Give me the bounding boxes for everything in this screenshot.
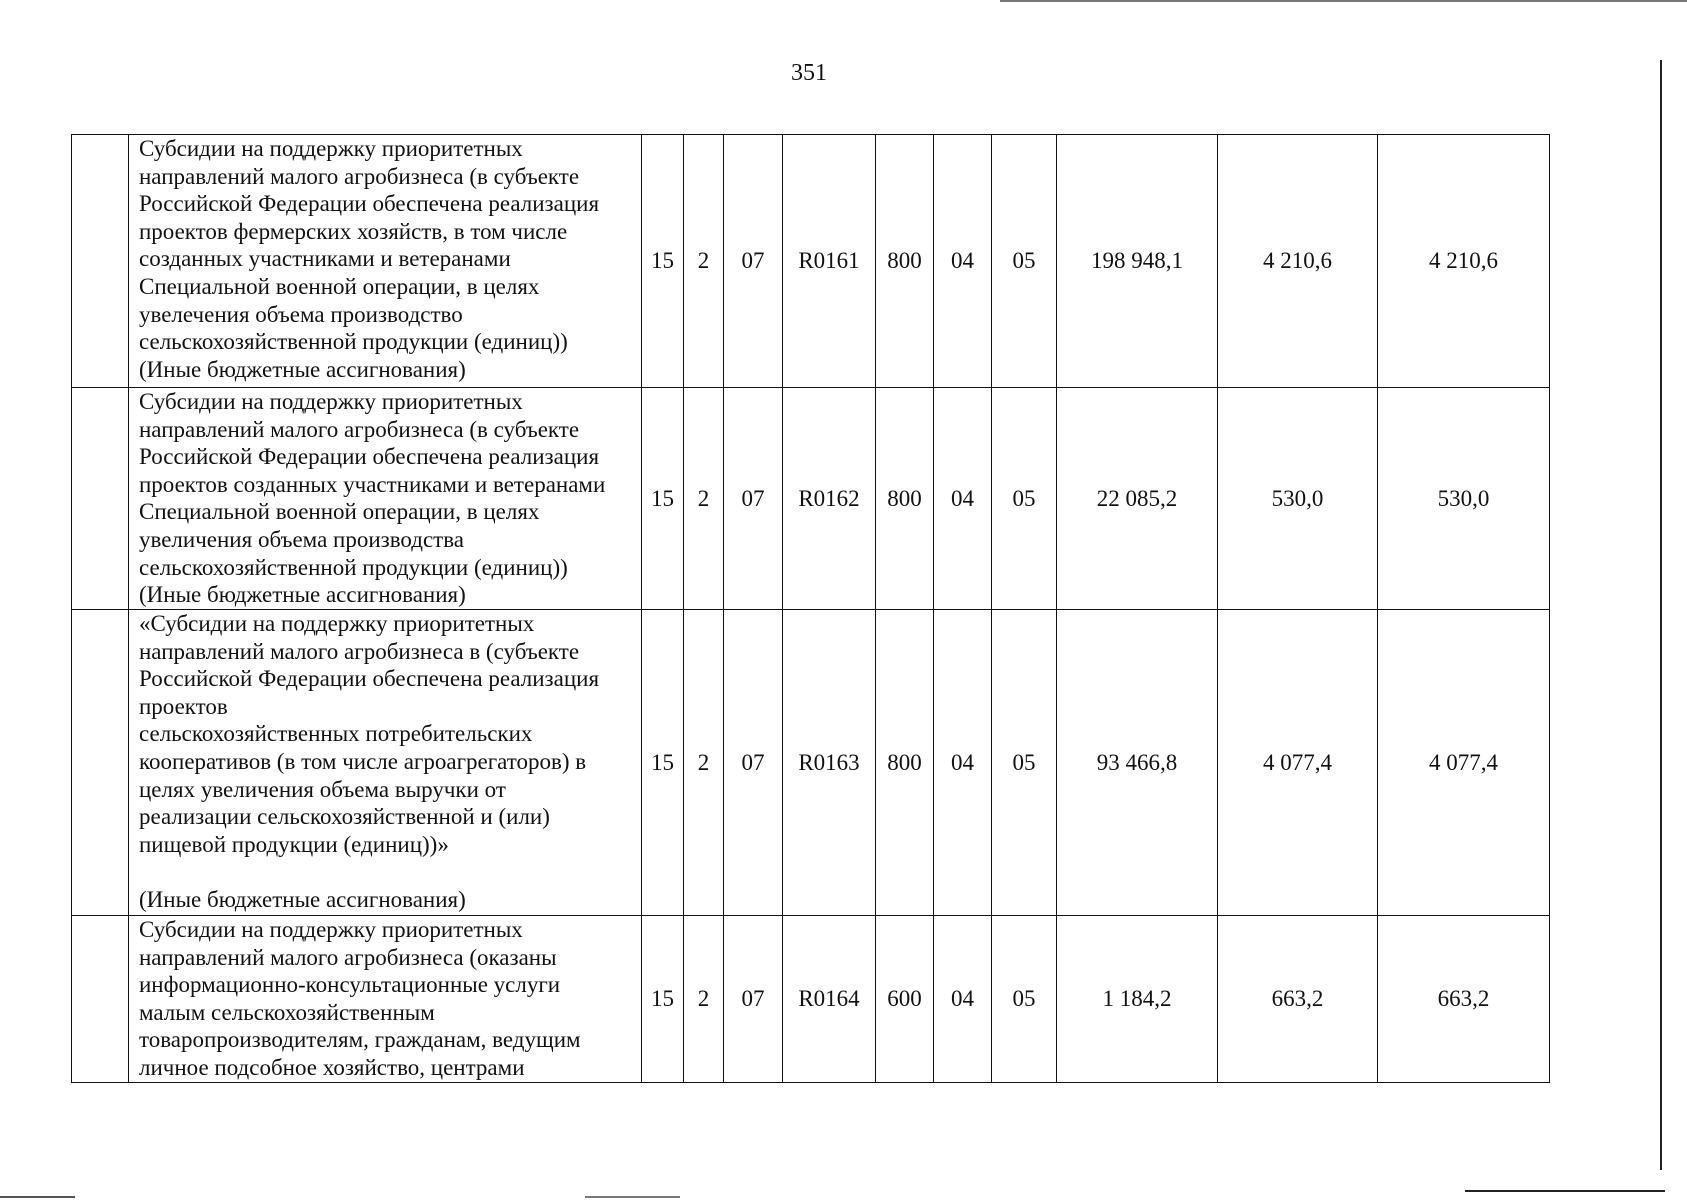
amount-cell: 4 210,6 — [1378, 135, 1550, 388]
table-row — [72, 610, 1550, 916]
scan-edge-bottom-right — [1465, 1190, 1665, 1192]
code-cell: 15 — [642, 135, 684, 388]
row-index-cell — [72, 388, 129, 610]
code-cell: 04 — [934, 388, 992, 610]
amount-cell: 663,2 — [1378, 916, 1550, 1083]
scan-edge-bottom-center — [585, 1196, 680, 1198]
code-cell: 07 — [724, 388, 783, 610]
amount-cell: 4 210,6 — [1218, 135, 1378, 388]
code-cell: 05 — [992, 135, 1057, 388]
row-description: Субсидии на поддержку приоритетных направлений малого агробизнеса (в субъекте Российской Федерации обеспечена реализация проектов фермерских хозяйств, в том числе созданных участниками и ветеранами Специальной военной операции, в целях увелечения объема производство сельскохозяйственной продукции (единиц)) (Иные бюджетные ассигнования) — [129, 135, 642, 388]
budget-table — [71, 134, 1550, 1083]
scan-edge-top-right — [1000, 0, 1687, 2]
code-cell: R0161 — [783, 135, 876, 388]
amount-cell: 1 184,2 — [1057, 916, 1218, 1083]
row-description: «Субсидии на поддержку приоритетных направлений малого агробизнеса в (субъекте Российской Федерации обеспечена реализация проектов сельскохозяйственных потребительских кооперативов (в том числе агроагрегаторов) в целях увеличения объема выручки от реализации сельскохозяйственной и (или) пищевой продукции (единиц))» (Иные бюджетные ассигнования) — [129, 610, 642, 916]
code-cell: 2 — [684, 610, 724, 916]
code-cell: 05 — [992, 388, 1057, 610]
amount-cell: 530,0 — [1218, 388, 1378, 610]
table-row — [72, 916, 1550, 1083]
code-cell: 07 — [724, 916, 783, 1083]
scan-edge-right — [1660, 60, 1662, 1170]
code-cell: 04 — [934, 916, 992, 1083]
code-cell: 800 — [876, 135, 934, 388]
code-cell: R0162 — [783, 388, 876, 610]
code-cell: R0164 — [783, 916, 876, 1083]
amount-cell: 198 948,1 — [1057, 135, 1218, 388]
row-description: Субсидии на поддержку приоритетных направлений малого агробизнеса (в субъекте Российской Федерации обеспечена реализация проектов созданных участниками и ветеранами Специальной военной операции, в целях увеличения объема производства сельскохозяйственной продукции (единиц)) (Иные бюджетные ассигнования) — [129, 388, 642, 610]
scan-edge-bottom-left — [0, 1196, 75, 1198]
code-cell: 05 — [992, 916, 1057, 1083]
amount-cell: 22 085,2 — [1057, 388, 1218, 610]
code-cell: 2 — [684, 388, 724, 610]
amount-cell: 663,2 — [1218, 916, 1378, 1083]
code-cell: 800 — [876, 388, 934, 610]
code-cell: 04 — [934, 610, 992, 916]
code-cell: 800 — [876, 610, 934, 916]
amount-cell: 93 466,8 — [1057, 610, 1218, 916]
code-cell: 04 — [934, 135, 992, 388]
code-cell: 07 — [724, 610, 783, 916]
table-row — [72, 135, 1550, 388]
code-cell: 15 — [642, 610, 684, 916]
code-cell: R0163 — [783, 610, 876, 916]
page-number: 351 — [791, 60, 827, 86]
row-index-cell — [72, 610, 129, 916]
code-cell: 2 — [684, 135, 724, 388]
code-cell: 05 — [992, 610, 1057, 916]
code-cell: 600 — [876, 916, 934, 1083]
row-index-cell — [72, 135, 129, 388]
amount-cell: 4 077,4 — [1378, 610, 1550, 916]
code-cell: 2 — [684, 916, 724, 1083]
table-row — [72, 388, 1550, 610]
row-index-cell — [72, 916, 129, 1083]
amount-cell: 530,0 — [1378, 388, 1550, 610]
code-cell: 07 — [724, 135, 783, 388]
amount-cell: 4 077,4 — [1218, 610, 1378, 916]
row-description: Субсидии на поддержку приоритетных направлений малого агробизнеса (оказаны информационно-консультационные услуги малым сельскохозяйственным товаропроизводителям, гражданам, ведущим личное подсобное хозяйство, центрами — [129, 916, 642, 1083]
code-cell: 15 — [642, 388, 684, 610]
code-cell: 15 — [642, 916, 684, 1083]
